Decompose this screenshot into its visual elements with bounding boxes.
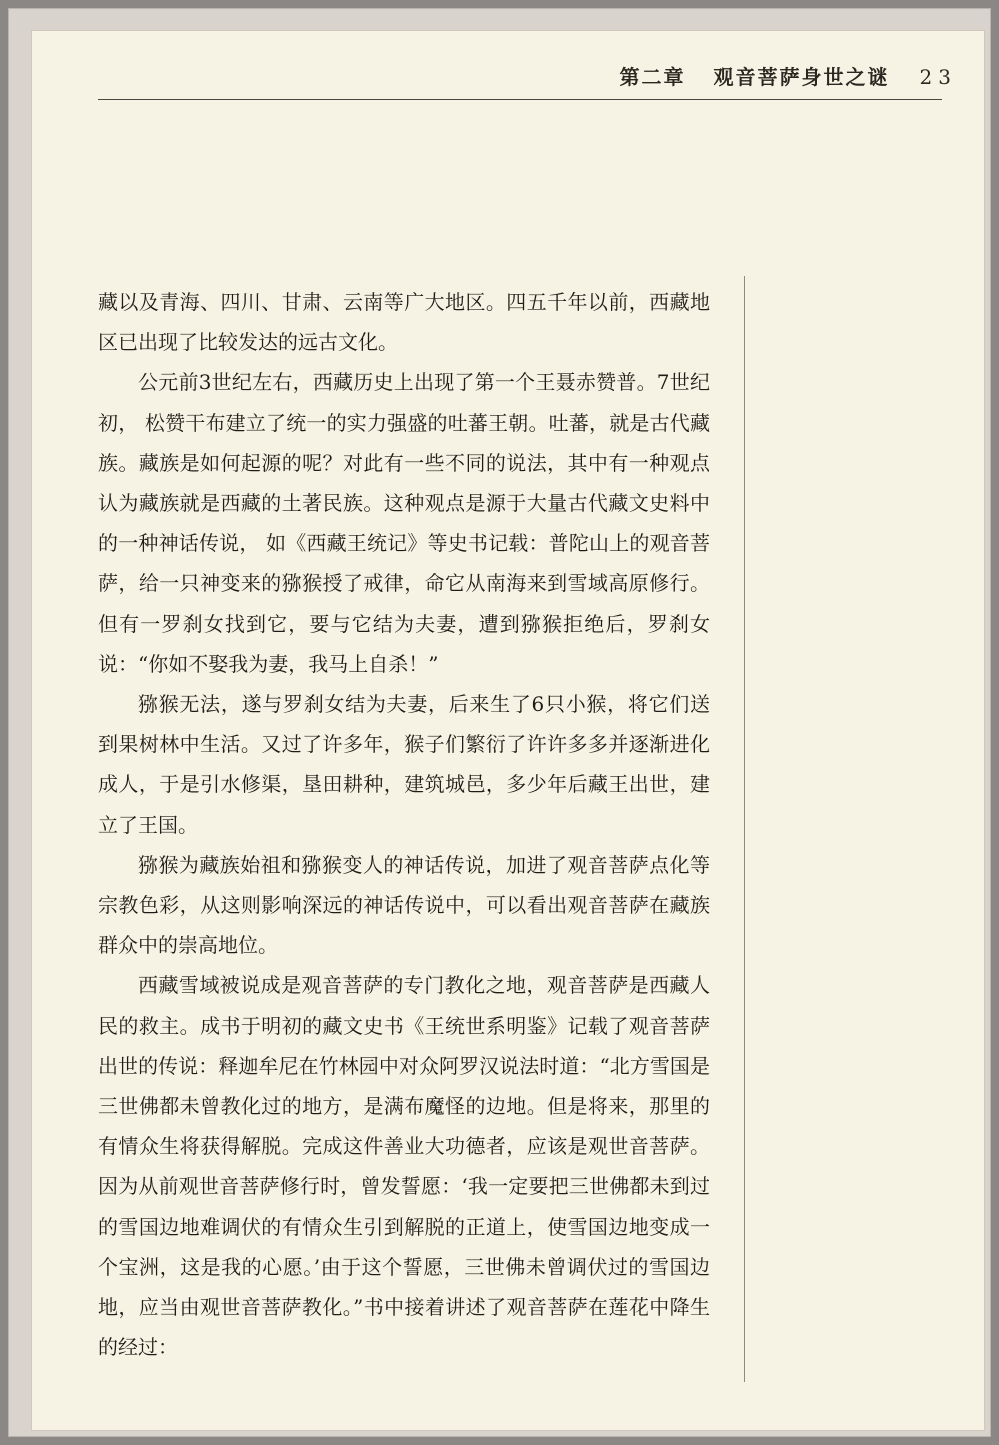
margin-rule (744, 276, 745, 1382)
page-frame (8, 8, 991, 1437)
header-rule (98, 99, 942, 100)
paragraph-4: 猕猴为藏族始祖和猕猴变人的神话传说，加进了观音菩萨点化等宗教色彩，从这则影响深远的神话传说中，可以看出观音菩萨在藏族群众中的崇高地位。 (98, 852, 710, 958)
paragraph-1: 藏以及青海、四川、甘肃、云南等广大地区。四五千年以前，西藏地区已出现了比较发达的远古文化。 (98, 290, 710, 355)
chapter-label: 第二章 (619, 65, 686, 89)
running-header (107, 61, 957, 101)
paragraph-2: 公元前3世纪左右，西藏历史上出现了第一个王聂赤赞普。7世纪初， 松赞干布建立了统一的实力强盛的吐蕃王朝。吐蕃，就是古代藏族。藏族是如何起源的呢？对此有一些不同的说法，其中有一种观点认为藏族就是西藏的土著民族。这种观点是源于大量古代藏文史料中的一种神话传说， 如《西藏王统记》等史书记载：普陀山上的观音菩萨，给一只神变来的猕猴授了戒律，命它从南海来到雪域高原修行。但有一罗刹女找到它，要与它结为夫妻，遭到猕猴拒绝后，罗刹女说：“你如不娶我为妻，我马上自杀！” (98, 370, 710, 676)
body-text (98, 282, 710, 1367)
book-page (31, 30, 985, 1431)
chapter-title: 观音菩萨身世之谜 (713, 65, 890, 89)
paragraph-5: 西藏雪域被说成是观音菩萨的专门教化之地，观音菩萨是西藏人民的救主。成书于明初的藏文史书《王统世系明鉴》记载了观音菩萨出世的传说：释迦牟尼在竹林园中对众阿罗汉说法时道：“北方雪国是三世佛都未曾教化过的地方，是满布魔怪的边地。但是将来，那里的有情众生将获得解脱。完成这件善业大功德者，应该是观世音菩萨。因为从前观世音菩萨修行时，曾发誓愿：‘我一定要把三世佛都未到过的雪国边地难调伏的有情众生引到解脱的正道上，使雪国边地变成一个宝洲，这是我的心愿。’由于这个誓愿，三世佛未曾调伏过的雪国边地，应当由观世音菩萨教化。”书中接着讲述了观音菩萨在莲花中降生的经过： (98, 973, 710, 1360)
page-number: 23 (919, 65, 957, 89)
paragraph-3: 猕猴无法，遂与罗刹女结为夫妻，后来生了6只小猴，将它们送到果树林中生活。又过了许多年，猴子们繁衍了许许多多并逐渐进化成人，于是引水修渠，垦田耕种，建筑城邑，多少年后藏王出世，建立了王国。 (98, 692, 710, 837)
